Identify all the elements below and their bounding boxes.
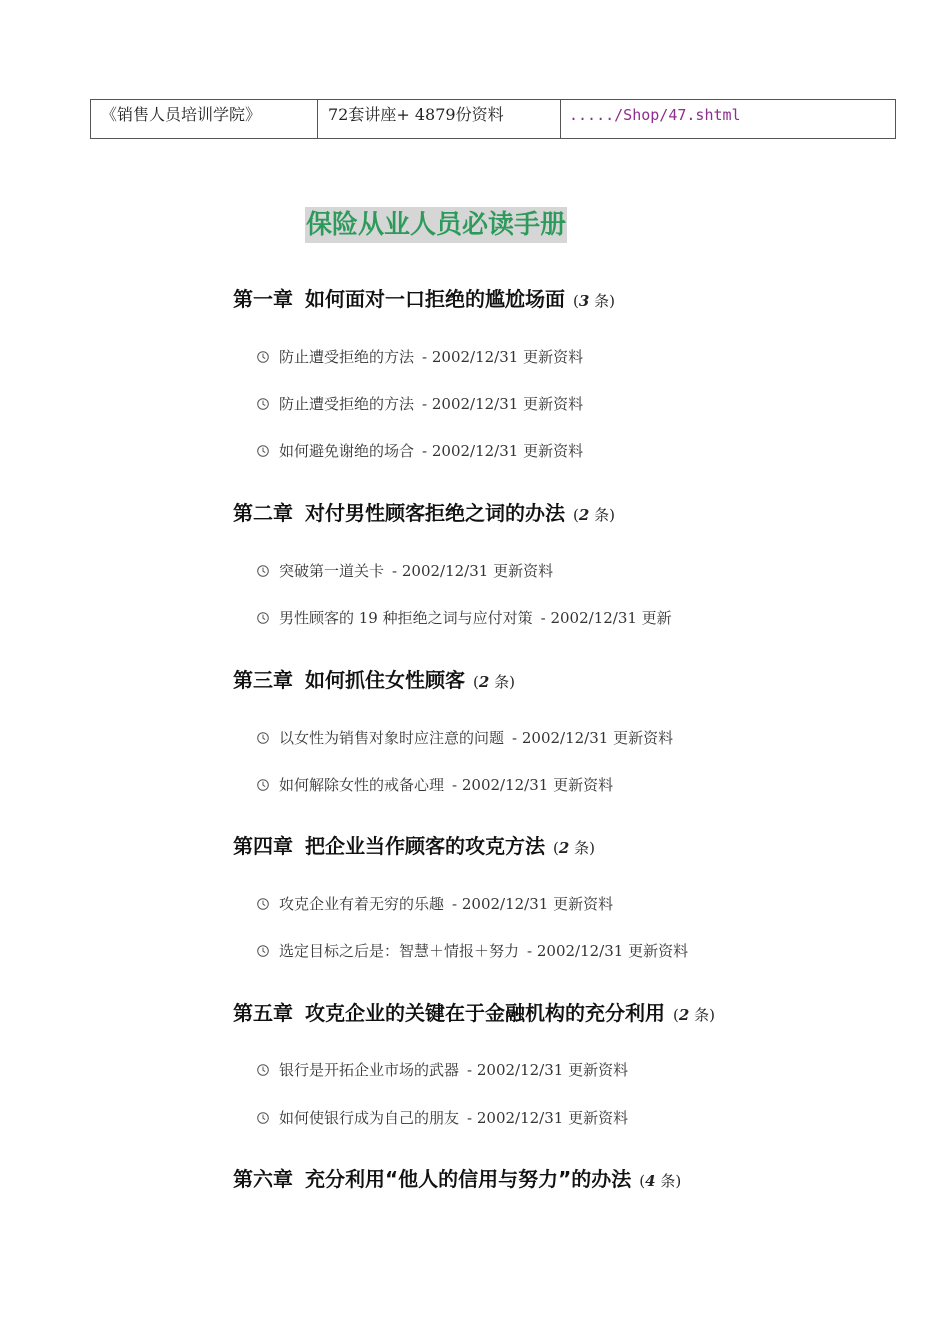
clock-bullet-icon bbox=[256, 944, 270, 958]
list-item[interactable] bbox=[256, 1058, 628, 1082]
clock-bullet-icon bbox=[256, 350, 270, 364]
item-title: 攻克企业有着无穷的乐趣 bbox=[279, 895, 445, 913]
item-date: - 2002/12/31 更新资料 bbox=[422, 395, 584, 413]
chapter-title: 如何抓住女性顾客 bbox=[305, 668, 465, 692]
chapter-count: (4 条) bbox=[639, 1172, 682, 1190]
list-item[interactable] bbox=[256, 773, 613, 797]
chapter-count: (2 条) bbox=[553, 839, 595, 857]
clock-bullet-icon bbox=[256, 397, 270, 411]
clock-bullet-icon bbox=[256, 897, 270, 911]
chapter-title: 如何面对一口拒绝的尴尬场面 bbox=[305, 287, 565, 311]
chapter-title: 充分利用“他人的信用与努力”的办法 bbox=[305, 1167, 632, 1191]
item-date: - 2002/12/31 更新资料 bbox=[452, 776, 614, 794]
chapter-heading bbox=[233, 499, 615, 529]
item-title: 银行是开拓企业市场的武器 bbox=[279, 1061, 460, 1079]
item-title: 防止遭受拒绝的方法 bbox=[279, 395, 415, 413]
chapter-count: (2 条) bbox=[473, 673, 515, 691]
item-title: 选定目标之后是：智慧＋情报＋努力 bbox=[279, 942, 520, 960]
item-date: - 2002/12/31 更新资料 bbox=[452, 895, 614, 913]
chapter-title: 攻克企业的关键在于金融机构的充分利用 bbox=[305, 1001, 665, 1025]
item-date: - 2002/12/31 更新资料 bbox=[422, 442, 584, 460]
item-title: 如何使银行成为自己的朋友 bbox=[279, 1109, 460, 1127]
chapter-number: 第二章 bbox=[233, 501, 293, 525]
item-date: - 2002/12/31 更新资料 bbox=[422, 348, 584, 366]
item-date: - 2002/12/31 更新资料 bbox=[527, 942, 689, 960]
list-item[interactable] bbox=[256, 606, 672, 630]
clock-bullet-icon bbox=[256, 444, 270, 458]
clock-bullet-icon bbox=[256, 1063, 270, 1077]
clock-bullet-icon bbox=[256, 1111, 270, 1125]
chapter-number: 第五章 bbox=[233, 1001, 293, 1025]
table-cell-course: 《销售人员培训学院》 bbox=[91, 100, 318, 138]
item-title: 如何解除女性的戒备心理 bbox=[279, 776, 445, 794]
list-item[interactable] bbox=[256, 439, 583, 463]
chapter-heading bbox=[233, 832, 595, 862]
item-title: 防止遭受拒绝的方法 bbox=[279, 348, 415, 366]
list-item[interactable] bbox=[256, 939, 688, 963]
item-date: - 2002/12/31 更新资料 bbox=[467, 1061, 629, 1079]
chapter-count: (2 条) bbox=[573, 506, 615, 524]
chapter-title: 把企业当作顾客的攻克方法 bbox=[305, 834, 545, 858]
clock-bullet-icon bbox=[256, 731, 270, 745]
chapter-heading bbox=[233, 285, 615, 315]
chapter-number: 第四章 bbox=[233, 834, 293, 858]
chapter-number: 第一章 bbox=[233, 287, 293, 311]
item-title: 突破第一道关卡 bbox=[279, 562, 385, 580]
reference-table bbox=[90, 99, 896, 139]
list-item[interactable] bbox=[256, 892, 613, 916]
item-date: - 2002/12/31 更新 bbox=[540, 609, 672, 627]
list-item[interactable] bbox=[256, 392, 583, 416]
page-title: 保险从业人员必读手册 bbox=[305, 207, 567, 243]
list-item[interactable] bbox=[256, 345, 583, 369]
chapter-count: (3 条) bbox=[573, 292, 615, 310]
list-item[interactable] bbox=[256, 1106, 628, 1130]
list-item[interactable] bbox=[256, 726, 673, 750]
clock-bullet-icon bbox=[256, 564, 270, 578]
chapter-heading bbox=[233, 1165, 681, 1195]
list-item[interactable] bbox=[256, 559, 553, 583]
item-title: 如何避免谢绝的场合 bbox=[279, 442, 415, 460]
item-date: - 2002/12/31 更新资料 bbox=[392, 562, 554, 580]
item-title: 以女性为销售对象时应注意的问题 bbox=[279, 729, 505, 747]
table-cell-materials: 72套讲座+ 4879份资料 bbox=[318, 100, 561, 138]
chapter-heading bbox=[233, 666, 515, 696]
clock-bullet-icon bbox=[256, 778, 270, 792]
item-title: 男性顾客的 19 种拒绝之词与应付对策 bbox=[279, 609, 533, 627]
clock-bullet-icon bbox=[256, 611, 270, 625]
chapter-heading bbox=[233, 999, 715, 1029]
chapter-number: 第六章 bbox=[233, 1167, 293, 1191]
chapter-count: (2 条) bbox=[673, 1006, 715, 1024]
table-cell-link[interactable]: ...../Shop/47.shtml bbox=[569, 106, 741, 124]
chapter-title: 对付男性顾客拒绝之词的办法 bbox=[305, 501, 565, 525]
item-date: - 2002/12/31 更新资料 bbox=[467, 1109, 629, 1127]
item-date: - 2002/12/31 更新资料 bbox=[512, 729, 674, 747]
chapter-number: 第三章 bbox=[233, 668, 293, 692]
